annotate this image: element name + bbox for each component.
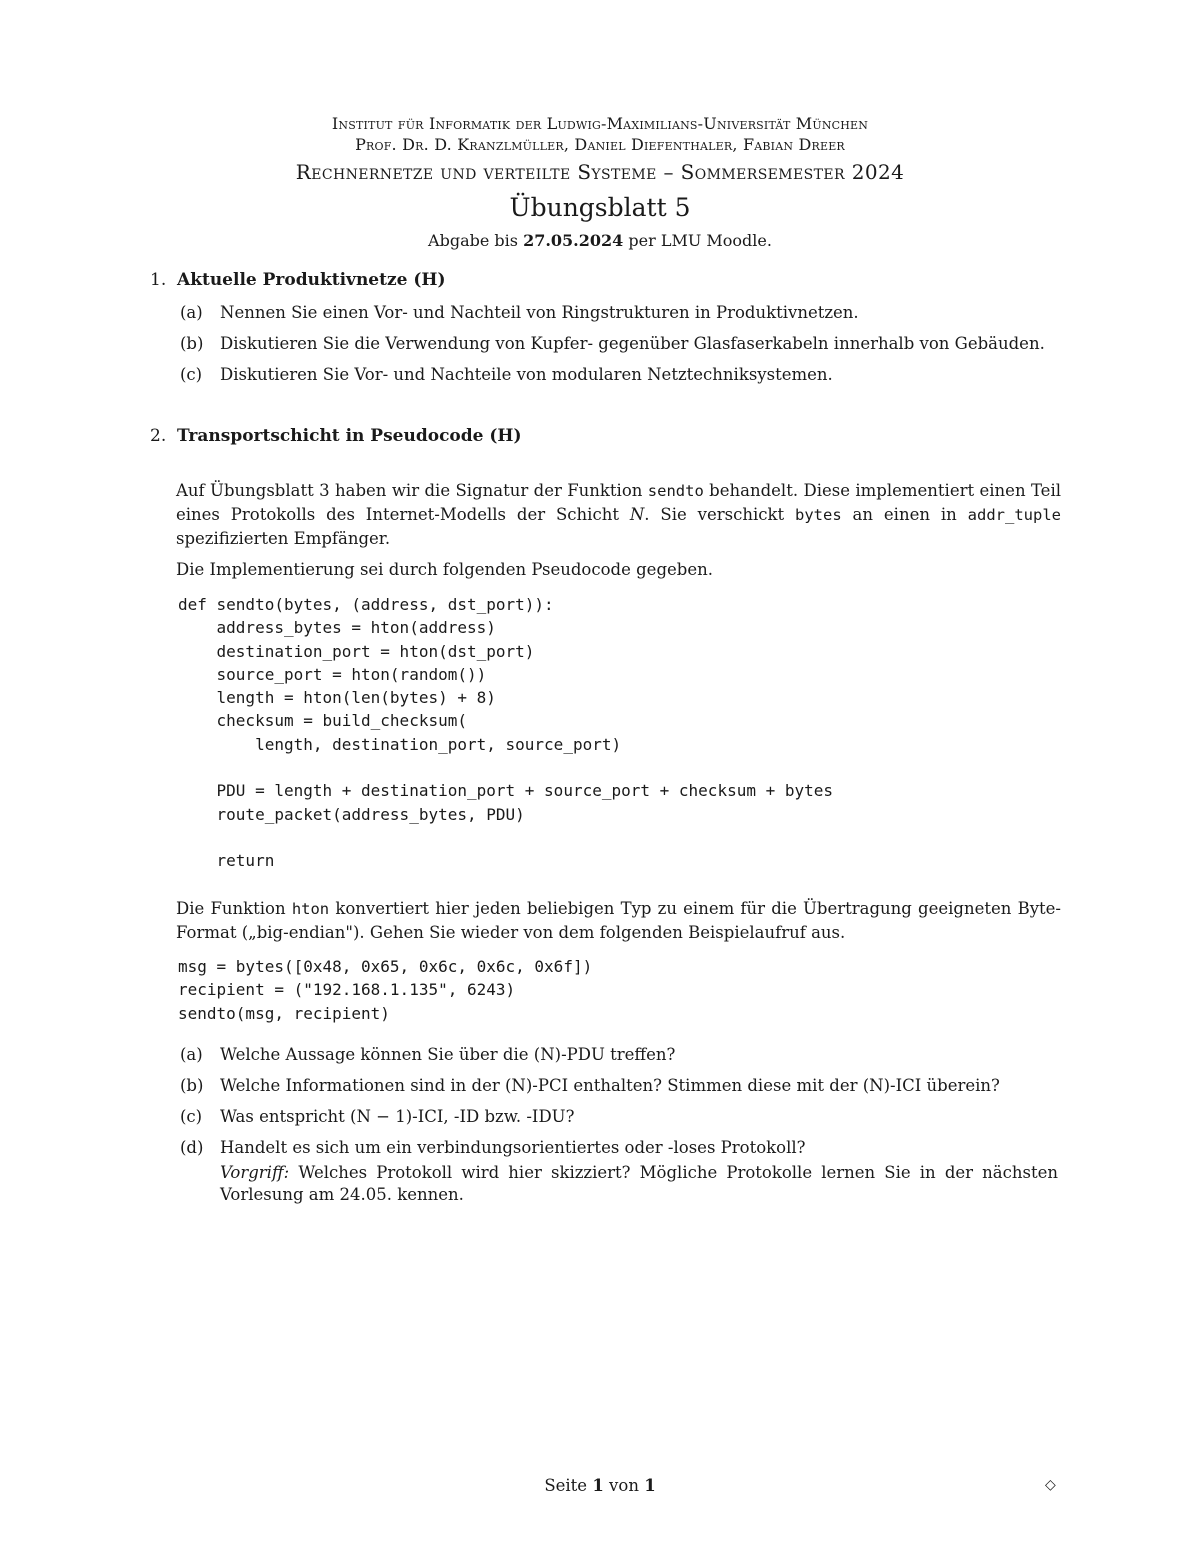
exercise-2-item-c — [180, 1106, 574, 1128]
intro-layer-n: N — [629, 505, 645, 524]
item-text: Was entspricht (N − 1)-ICI, -ID bzw. -IDU? — [220, 1107, 575, 1126]
intro-text: behandelt. Diese implementiert einen Teil eines Protokolls des Internet-Modells der Schicht — [176, 481, 1062, 524]
item-text: Welche Aussage können Sie über die (N)-PDU treffen? — [220, 1045, 676, 1064]
institute-line: Institut für Informatik der Ludwig-Maximilians-Universität München — [331, 114, 869, 133]
item-label: (a) — [180, 303, 203, 322]
exercise-2-heading — [150, 426, 522, 446]
exercise-1-item-c — [180, 364, 833, 386]
footer-middle: von — [603, 1476, 645, 1495]
item-label: (a) — [180, 1045, 203, 1064]
intro-text: . Sie verschickt — [644, 505, 795, 524]
exercise-2-number: 2. — [150, 426, 167, 446]
item-label: (d) — [180, 1138, 204, 1157]
exercise-2-item-d-followup — [220, 1162, 1058, 1206]
exercise-2-intro — [176, 479, 1061, 550]
exercise-1-item-a — [180, 302, 859, 324]
followup-lead: Vorgriff: — [220, 1163, 290, 1182]
hton-text: konvertiert hier jeden beliebigen Typ zu einem für die Übertragung geeigneten Byte-Format („big-endian"). Gehen Sie wieder von dem folgenden Beispielaufruf aus. — [176, 899, 1061, 942]
example-call-block: msg = bytes([0x48, 0x65, 0x6c, 0x6c, 0x6f]) recipient = ("192.168.1.135", 6243) sendto(msg, recipient) — [178, 957, 593, 1023]
footer-page-total: 1 — [644, 1476, 656, 1495]
intro-text: an einen in — [841, 505, 968, 524]
item-label: (c) — [180, 1107, 203, 1126]
item-text: Nennen Sie einen Vor- und Nachteil von Ringstrukturen in Produktivnetzen. — [220, 303, 859, 322]
course-title: Rechnernetze und verteilte Systeme – Sommersemester 2024 — [295, 160, 905, 184]
exercise-1-title: Aktuelle Produktivnetze (H) — [177, 270, 446, 290]
intro-text: spezifizierten Empfänger. — [176, 529, 391, 548]
footer-prefix: Seite — [544, 1476, 593, 1495]
item-label: (b) — [180, 1076, 204, 1095]
item-text: Handelt es sich um ein verbindungsorientiertes oder -loses Protokoll? — [220, 1138, 806, 1157]
page-footer — [0, 1476, 1200, 1495]
intro-code-bytes: bytes — [795, 506, 842, 524]
item-text: Welche Informationen sind in der (N)-PCI enthalten? Stimmen diese mit der (N)-ICI überein? — [220, 1076, 1000, 1095]
intro-code-sendto: sendto — [647, 482, 704, 500]
diamond-icon: ◇ — [1045, 1477, 1056, 1493]
footer-page-number: 1 — [592, 1476, 604, 1495]
due-prefix: Abgabe bis — [428, 231, 524, 250]
professors-line: Prof. Dr. D. Kranzlmüller, Daniel Diefenthaler, Fabian Dreer — [355, 135, 845, 154]
item-label: (b) — [180, 334, 204, 353]
intro-text: Auf Übungsblatt 3 haben wir die Signatur der Funktion — [176, 481, 648, 500]
item-text: Diskutieren Sie Vor- und Nachteile von modularen Netztechniksystemen. — [220, 365, 833, 384]
document-header — [0, 112, 1200, 252]
sheet-title: Übungsblatt 5 — [509, 193, 691, 222]
followup-text: Welches Protokoll wird hier skizziert? Mögliche Protokolle lernen Sie in der nächsten Vorlesung am 24.05. kennen. — [220, 1163, 1058, 1204]
hton-text: Die Funktion — [176, 899, 292, 918]
exercise-1-item-b — [180, 333, 1045, 355]
implementation-sentence: Die Implementierung sei durch folgenden Pseudocode gegeben. — [176, 560, 713, 579]
item-label: (c) — [180, 365, 203, 384]
exercise-2-title: Transportschicht in Pseudocode (H) — [177, 426, 522, 446]
hton-paragraph — [176, 897, 1061, 944]
due-line — [0, 230, 1200, 252]
due-date: 27.05.2024 — [523, 231, 624, 250]
exercise-1-heading — [150, 270, 446, 290]
pseudocode-block: def sendto(bytes, (address, dst_port)): address_bytes = hton(address) destination_port = hton(dst_port) source_port = hton(random()) length = hton(len(bytes) + 8) checksum = build_checksum( length, destination_port, source_port) PDU = length + destination_port + source_port + checksum + bytes route_packet(address_bytes, PDU) return — [178, 595, 834, 871]
exercise-2-item-d — [180, 1137, 805, 1159]
exercise-2-item-b — [180, 1075, 1000, 1097]
due-suffix: per LMU Moodle. — [623, 231, 772, 250]
exercise-2-item-a — [180, 1044, 675, 1066]
item-text: Diskutieren Sie die Verwendung von Kupfer- gegenüber Glasfaserkabeln innerhalb von Gebäuden. — [220, 334, 1045, 353]
exercise-1-number: 1. — [150, 270, 167, 290]
hton-code: hton — [291, 900, 330, 918]
intro-code-addr-tuple: addr_tuple — [967, 506, 1061, 524]
